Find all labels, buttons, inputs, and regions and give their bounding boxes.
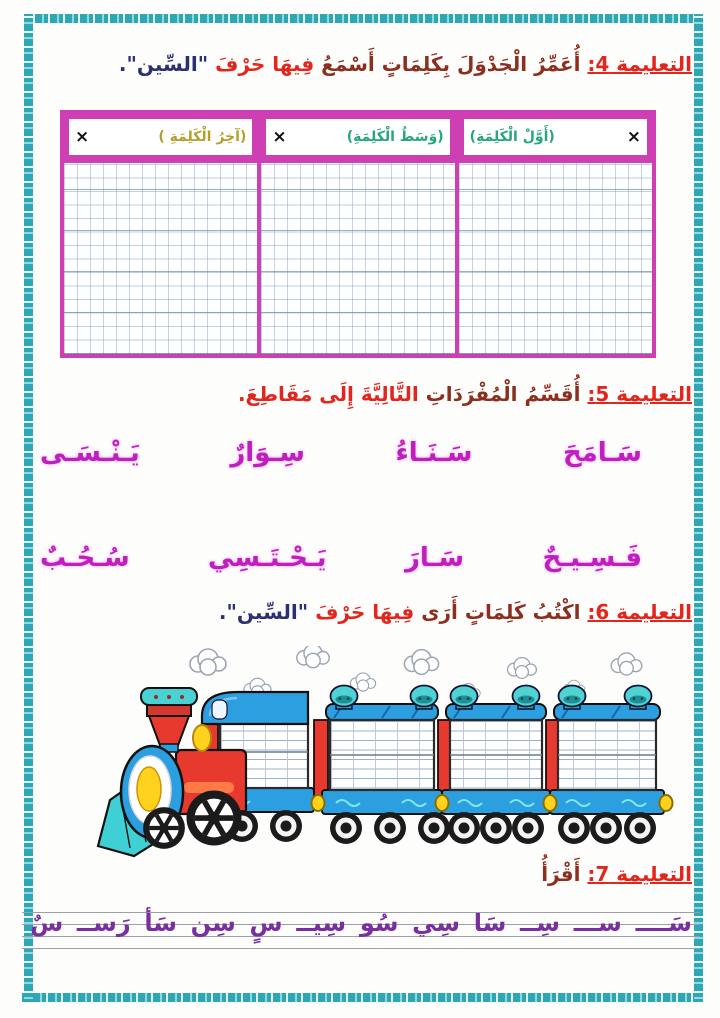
syllable-words-row-2 [40, 543, 642, 573]
seen-form: سٌ [30, 909, 64, 937]
headlamp-icon [137, 767, 161, 811]
bell-icon [193, 725, 211, 751]
page-border-left [24, 14, 33, 1002]
wagon-roofs [326, 704, 660, 720]
exercise5-label: التعليمة 5: [587, 382, 692, 406]
seen-form: سِــ [520, 909, 561, 937]
table-header-first [462, 117, 649, 157]
exercise7-text: أَقْرَأُ [541, 862, 581, 886]
exercise4-label: التعليمة 4: [587, 52, 692, 76]
seen-form: رَســ [76, 909, 131, 937]
x-mark-icon: × [272, 127, 287, 147]
train-illustration [90, 646, 704, 862]
table-column-middle [261, 114, 454, 354]
seen-form: سَــــ [635, 909, 692, 937]
exercise5-heading [238, 382, 692, 406]
seen-form: سِيــ [296, 909, 347, 937]
exercise5-text-highlight: التَّالِيَّةَ إِلَى مَقَاطِعَ. [237, 382, 419, 406]
seen-reading-line [22, 901, 700, 955]
seen-form: سُو [359, 909, 399, 937]
exercise7-heading [541, 862, 692, 886]
word: فَـسِـيـحٌ [542, 543, 642, 573]
exercise6-text-highlight: فِيهَا حَرْفَ [315, 600, 415, 624]
exercise7-label: التعليمة 7: [587, 862, 692, 886]
seen-form: سَا [473, 909, 507, 937]
table-header-last [67, 117, 254, 157]
tender-arch [202, 692, 308, 724]
seen-form: سِي [412, 909, 461, 937]
seen-form: سَأ [144, 909, 177, 937]
exercise4-seen-word: "السِّين". [118, 52, 209, 76]
table-answer-cell-first [459, 163, 652, 354]
funnel [149, 716, 189, 748]
exercise6-text: اكْتُبُ كَلِمَاتٍ أَرَى [421, 600, 581, 624]
table-header-first-label: (أَوَّلْ الْكَلِمَةِ) [469, 129, 555, 145]
word: سَـارَ [404, 543, 465, 573]
table-column-first [459, 114, 652, 354]
table-header-last-label: (آخِرُ الْكَلِمَةِ ) [158, 129, 247, 145]
word: سُـحُـبٌ [40, 543, 130, 573]
x-mark-icon: × [626, 127, 641, 147]
word: سِـوَارٌ [230, 438, 305, 468]
table-header-middle-label: (وَسَطُ الْكَلِمَةِ) [346, 129, 444, 145]
seen-form: سٍ [249, 909, 283, 937]
seen-form: سِن [190, 909, 236, 937]
exercise6-heading [219, 600, 692, 624]
exercise6-label: التعليمة 6: [587, 600, 692, 624]
exercise4-text-highlight: فِيهَا حَرْفَ [215, 52, 315, 76]
exercise4-heading [119, 52, 692, 76]
seen-forms [22, 901, 700, 945]
word: يَـنْـسَـى [40, 438, 140, 468]
table-answer-cell-last [64, 163, 257, 354]
syllable-words-row-1 [40, 438, 642, 468]
exercise4-text: أُعَمِّرُ الْجَدْوَلَ بِكَلِمَاتٍ أَسْمَعُ [321, 52, 581, 76]
seen-position-table [60, 110, 656, 358]
seen-form: ســـ [573, 909, 622, 937]
word: يَـحْـتَـسِي [208, 543, 327, 573]
exercise6-seen-word: "السِّين". [218, 600, 309, 624]
x-mark-icon: × [75, 127, 90, 147]
table-header-middle [264, 117, 451, 157]
exercise5-text: أُقَسِّمُ الْمُفْرَدَاتِ [425, 382, 581, 406]
table-column-last [64, 114, 257, 354]
word: سَـامَحَ [562, 438, 642, 468]
page-border-bottom [22, 993, 703, 1002]
page-border-top [24, 14, 703, 23]
word: سَـنَـاءُ [395, 438, 473, 468]
table-answer-cell-middle [261, 163, 454, 354]
